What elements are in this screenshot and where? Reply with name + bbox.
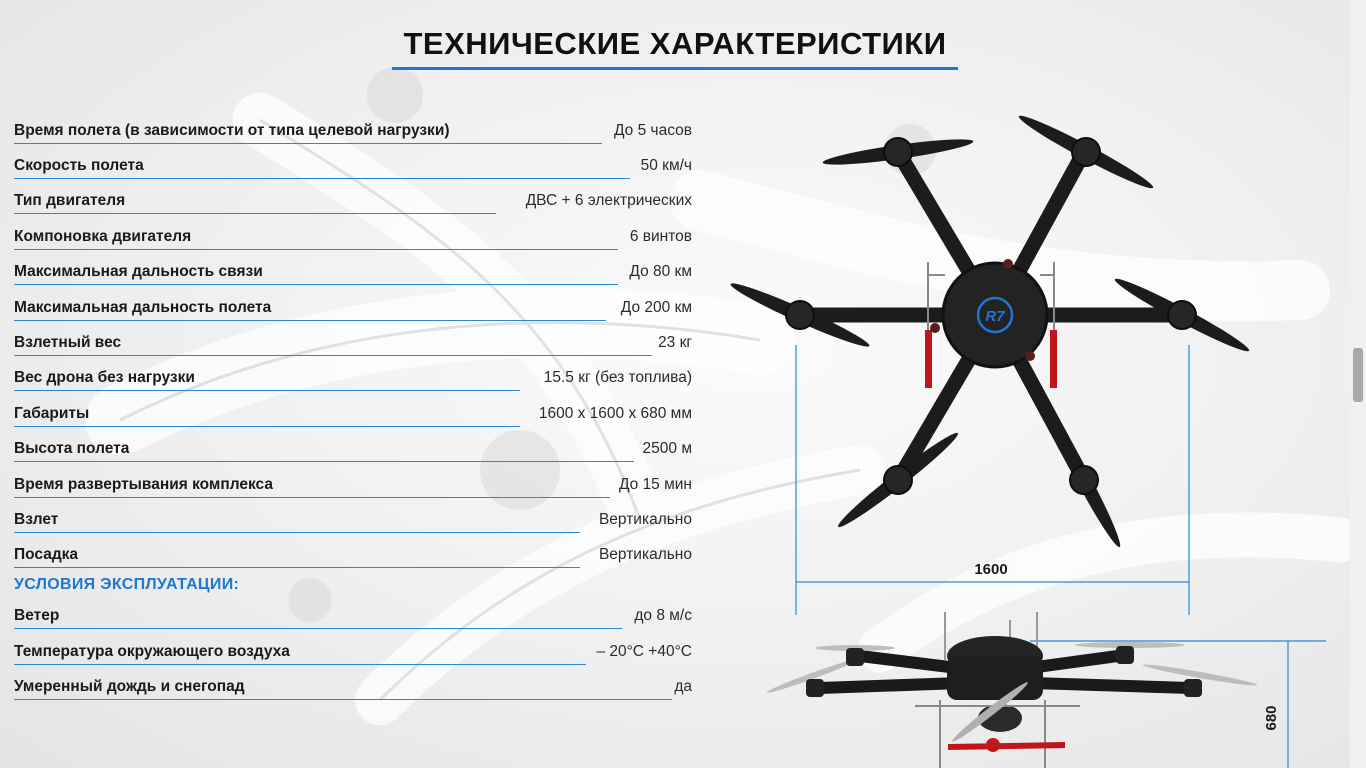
spec-label: Взлетный вес	[14, 334, 122, 351]
spec-label: Время полета (в зависимости от типа целевой нагрузки)	[14, 122, 450, 139]
spec-underline	[14, 178, 630, 179]
spec-value: До 200 км	[620, 299, 692, 316]
spec-label: Взлет	[14, 511, 59, 528]
spec-label: Время развертывания комплекса	[14, 476, 273, 493]
condition-underline	[14, 699, 672, 700]
condition-underline	[14, 664, 586, 665]
condition-label: Умеренный дождь и снегопад	[14, 678, 245, 695]
spec-label: Высота полета	[14, 440, 130, 457]
conditions-heading: УСЛОВИЯ ЭКСПЛУАТАЦИИ:	[14, 576, 240, 593]
condition-value: – 20°C +40°C	[596, 643, 692, 660]
spec-row-landing	[14, 546, 692, 570]
title-underline	[392, 67, 958, 70]
spec-underline	[14, 213, 496, 214]
spec-value: 2500 м	[642, 440, 692, 457]
spec-label: Вес дрона без нагрузки	[14, 369, 195, 386]
spec-row-engine-layout	[14, 228, 692, 252]
landing-gear-right	[1050, 330, 1057, 388]
spec-value: ДВС + 6 электрических	[525, 192, 692, 209]
spec-underline	[14, 249, 618, 250]
spec-value: 6 винтов	[629, 228, 692, 245]
condition-underline	[14, 628, 622, 629]
spec-underline	[14, 390, 520, 391]
spec-value: Вертикально	[598, 511, 692, 528]
condition-row-rain-snow	[14, 678, 692, 702]
spec-row-flight-range	[14, 299, 692, 323]
spec-value: 1600 x 1600 x 680 мм	[538, 405, 692, 422]
spec-row-takeoff-weight	[14, 334, 692, 358]
condition-label: Температура окружающего воздуха	[14, 643, 290, 660]
spec-row-comm-range	[14, 263, 692, 287]
width-dimension-label: 1600	[974, 561, 1008, 578]
spec-row-altitude	[14, 440, 692, 464]
spec-label: Тип двигателя	[14, 192, 126, 209]
spec-row-deploy-time	[14, 476, 692, 500]
drone-side-view-image	[760, 600, 1350, 768]
spec-value: 50 км/ч	[640, 157, 692, 174]
drone-top-view-image	[720, 110, 1280, 620]
condition-label: Ветер	[14, 607, 60, 624]
spec-value: 15.5 кг (без топлива)	[543, 369, 692, 386]
spec-value: До 5 часов	[614, 122, 692, 139]
spec-underline	[14, 426, 520, 427]
condition-value: да	[674, 678, 692, 695]
spec-value: До 15 мин	[618, 476, 692, 493]
spec-value: До 80 км	[629, 263, 692, 280]
height-dimension-label: 680	[1263, 705, 1280, 731]
spec-label: Габариты	[14, 405, 90, 422]
spec-underline	[14, 320, 606, 321]
spec-underline	[14, 497, 610, 498]
spec-underline	[14, 355, 652, 356]
spec-underline	[14, 532, 580, 533]
spec-row-speed	[14, 157, 692, 181]
condition-row-temperature	[14, 643, 692, 667]
spec-row-dimensions	[14, 405, 692, 429]
spec-row-flight-time	[14, 122, 692, 146]
spec-value: 23 кг	[658, 334, 692, 351]
side-landing-gear	[948, 742, 1065, 750]
scrollbar-track[interactable]	[1350, 0, 1366, 768]
spec-row-empty-weight	[14, 369, 692, 393]
spec-value: Вертикально	[598, 546, 692, 563]
page-title: ТЕХНИЧЕСКИЕ ХАРАКТЕРИСТИКИ	[403, 26, 947, 61]
scrollbar-thumb[interactable]	[1353, 348, 1363, 402]
spec-underline	[14, 284, 618, 285]
spec-underline	[14, 567, 580, 568]
landing-gear-left	[925, 330, 932, 388]
spec-label: Компоновка двигателя	[14, 228, 192, 245]
drone-logo-text: R7	[985, 308, 1005, 325]
spec-label: Максимальная дальность связи	[14, 263, 263, 280]
condition-value: до 8 м/с	[634, 607, 692, 624]
spec-label: Скорость полета	[14, 157, 144, 174]
spec-row-takeoff	[14, 511, 692, 535]
spec-row-engine-type	[14, 192, 692, 216]
spec-underline	[14, 143, 602, 144]
spec-label: Максимальная дальность полета	[14, 299, 272, 316]
condition-row-wind	[14, 607, 692, 631]
spec-underline	[14, 461, 634, 462]
spec-label: Посадка	[14, 546, 79, 563]
